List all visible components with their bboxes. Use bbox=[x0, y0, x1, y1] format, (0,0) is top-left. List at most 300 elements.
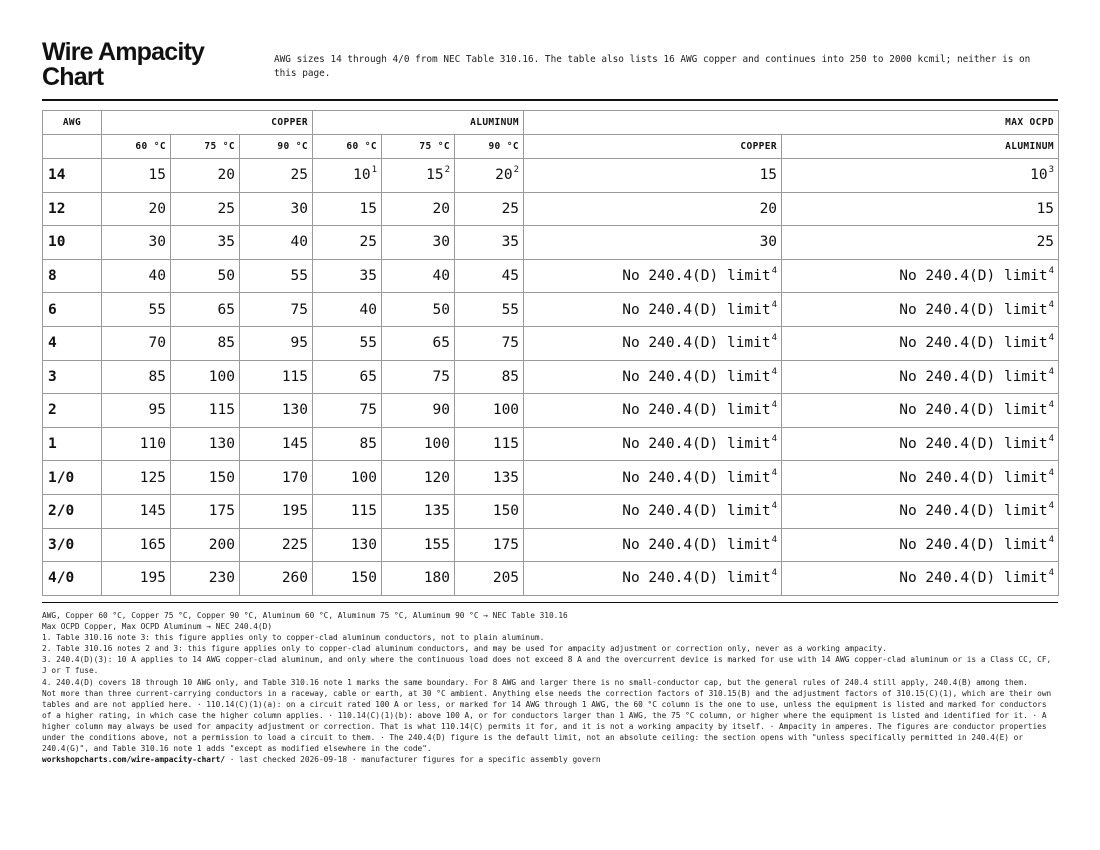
copper-60-cell-value: 55 bbox=[148, 301, 166, 318]
awg-cell-value: 1/0 bbox=[48, 469, 75, 486]
aluminum-60-cell-value: 85 bbox=[359, 436, 378, 453]
copper-60-cell bbox=[102, 360, 171, 394]
copper-75-cell bbox=[171, 461, 240, 495]
aluminum-75-cell bbox=[382, 528, 455, 562]
aluminum-75-cell-value: 100 bbox=[423, 436, 451, 453]
awg-cell bbox=[43, 192, 102, 226]
copper-90-cell-value: 40 bbox=[290, 234, 309, 251]
max-ocpd-copper-cell-value: 30 bbox=[759, 234, 778, 251]
footnote-marker: 2 bbox=[513, 165, 520, 176]
copper-60-cell bbox=[102, 562, 171, 596]
max-ocpd-aluminum-cell-value: No 240.4(D) limit bbox=[899, 570, 1048, 587]
copper-60-cell bbox=[102, 494, 171, 528]
max-ocpd-copper-cell-value: No 240.4(D) limit bbox=[622, 268, 771, 285]
copper-90-cell bbox=[240, 562, 313, 596]
aluminum-75-cell bbox=[382, 562, 455, 596]
copper-90-cell bbox=[240, 293, 313, 327]
copper-90-cell-value: 115 bbox=[281, 368, 309, 385]
copper-75-cell-value: 150 bbox=[208, 469, 235, 486]
copper-90-cell bbox=[240, 259, 313, 293]
footnote-marker: 4 bbox=[1048, 266, 1055, 277]
copper-90-cell bbox=[240, 360, 313, 394]
max-ocpd-aluminum-cell bbox=[782, 326, 1059, 360]
aluminum-60-cell bbox=[313, 326, 382, 360]
footnote-marker: 4 bbox=[771, 534, 778, 545]
max-ocpd-copper-cell bbox=[524, 461, 782, 495]
aluminum-90-cell bbox=[455, 360, 524, 394]
aluminum-60-cell bbox=[313, 259, 382, 293]
aluminum-75-cell-value: 15 bbox=[426, 167, 444, 184]
awg-cell-value: 4/0 bbox=[48, 570, 75, 587]
aluminum-90-cell bbox=[455, 326, 524, 360]
aluminum-75-cell bbox=[382, 226, 455, 260]
aluminum-90-cell-value: 20 bbox=[495, 167, 513, 184]
aluminum-75-cell-value: 90 bbox=[432, 402, 451, 419]
footnote-2: 2. Table 310.16 notes 2 and 3: this figure applies only to copper-clad aluminum conductors, and may be used for ampacity adjustment or correction only, never as a working ampacity. bbox=[42, 644, 887, 654]
footnote-marker: 4 bbox=[771, 299, 778, 310]
max-ocpd-copper-cell bbox=[524, 528, 782, 562]
aluminum-75-cell bbox=[382, 326, 455, 360]
aluminum-90-cell-value: 25 bbox=[501, 200, 520, 217]
max-ocpd-copper-cell bbox=[524, 192, 782, 226]
max-ocpd-copper-cell-value: 20 bbox=[759, 200, 778, 217]
awg-cell-value: 8 bbox=[48, 268, 57, 285]
aluminum-75-cell bbox=[382, 192, 455, 226]
max-ocpd-aluminum-cell-value: No 240.4(D) limit bbox=[899, 402, 1048, 419]
max-ocpd-aluminum-cell-value: No 240.4(D) limit bbox=[899, 335, 1048, 352]
copper-90-cell bbox=[240, 427, 313, 461]
max-ocpd-aluminum-cell bbox=[782, 394, 1059, 428]
max-ocpd-aluminum-cell bbox=[782, 461, 1059, 495]
max-ocpd-aluminum-cell-value: No 240.4(D) limit bbox=[899, 469, 1048, 486]
max-ocpd-copper-cell bbox=[524, 494, 782, 528]
awg-cell-value: 6 bbox=[48, 301, 57, 318]
aluminum-60-cell bbox=[313, 394, 382, 428]
col-header-ocpd-aluminum: ALUMINUM bbox=[782, 135, 1059, 159]
max-ocpd-copper-cell-value: No 240.4(D) limit bbox=[622, 503, 771, 520]
aluminum-60-cell-value: 25 bbox=[359, 234, 378, 251]
footnote-marker: 4 bbox=[1048, 501, 1055, 512]
copper-60-cell bbox=[102, 192, 171, 226]
footnote-marker: 4 bbox=[771, 434, 778, 445]
footnote-marker: 4 bbox=[1048, 299, 1055, 310]
aluminum-75-cell bbox=[382, 360, 455, 394]
awg-cell bbox=[43, 427, 102, 461]
max-ocpd-aluminum-cell-value: No 240.4(D) limit bbox=[899, 503, 1048, 520]
max-ocpd-copper-cell bbox=[524, 562, 782, 596]
awg-cell bbox=[43, 326, 102, 360]
aluminum-90-cell bbox=[455, 461, 524, 495]
footnote-marker: 4 bbox=[1048, 400, 1055, 411]
aluminum-90-cell-value: 135 bbox=[492, 469, 520, 486]
copper-75-cell bbox=[171, 394, 240, 428]
copper-75-cell-value: 25 bbox=[217, 200, 235, 217]
copper-60-cell bbox=[102, 326, 171, 360]
aluminum-60-cell-value: 40 bbox=[359, 301, 378, 318]
awg-cell-value: 14 bbox=[48, 167, 66, 184]
aluminum-90-cell-value: 150 bbox=[492, 503, 520, 520]
aluminum-75-cell-value: 30 bbox=[432, 234, 451, 251]
copper-90-cell bbox=[240, 159, 313, 193]
copper-60-cell-value: 30 bbox=[148, 234, 166, 251]
table-row bbox=[43, 427, 1059, 461]
table-row bbox=[43, 326, 1059, 360]
max-ocpd-copper-cell bbox=[524, 293, 782, 327]
max-ocpd-aluminum-cell-value: No 240.4(D) limit bbox=[899, 301, 1048, 318]
aluminum-60-cell-value: 100 bbox=[350, 469, 378, 486]
footnote-marker: 4 bbox=[1048, 534, 1055, 545]
awg-cell-value: 2/0 bbox=[48, 503, 75, 520]
max-ocpd-aluminum-cell bbox=[782, 226, 1059, 260]
aluminum-75-cell-value: 65 bbox=[432, 335, 451, 352]
max-ocpd-copper-cell-value: No 240.4(D) limit bbox=[622, 536, 771, 553]
copper-60-cell bbox=[102, 394, 171, 428]
table-row bbox=[43, 461, 1059, 495]
aluminum-90-cell bbox=[455, 159, 524, 193]
aluminum-90-cell bbox=[455, 192, 524, 226]
aluminum-75-cell-value: 120 bbox=[423, 469, 451, 486]
table-row bbox=[43, 494, 1059, 528]
max-ocpd-copper-cell bbox=[524, 427, 782, 461]
page-subtitle: AWG sizes 14 through 4/0 from NEC Table 310.16. The table also lists 16 AWG copper and continues into 250 to 2000 kcmil; neither is on this page. bbox=[274, 54, 1031, 79]
copper-75-cell bbox=[171, 494, 240, 528]
footnote-marker: 4 bbox=[1048, 467, 1055, 478]
footnote-marker: 4 bbox=[771, 501, 778, 512]
source-line: Max OCPD Copper, Max OCPD Aluminum → NEC 240.4(D) bbox=[42, 622, 273, 632]
aluminum-group-header: ALUMINUM bbox=[313, 111, 524, 135]
copper-90-cell bbox=[240, 461, 313, 495]
copper-90-cell-value: 95 bbox=[290, 335, 309, 352]
col-header-copper-90: 90 °C bbox=[240, 135, 313, 159]
max-ocpd-copper-cell bbox=[524, 259, 782, 293]
copper-60-cell bbox=[102, 293, 171, 327]
aluminum-90-cell-value: 85 bbox=[501, 368, 520, 385]
copper-60-cell bbox=[102, 427, 171, 461]
copper-75-cell bbox=[171, 360, 240, 394]
aluminum-90-cell bbox=[455, 293, 524, 327]
footnote-marker: 4 bbox=[771, 467, 778, 478]
aluminum-75-cell-value: 155 bbox=[423, 536, 451, 553]
copper-90-cell-value: 170 bbox=[281, 469, 309, 486]
aluminum-60-cell bbox=[313, 461, 382, 495]
notes-section bbox=[42, 610, 1058, 765]
table-row bbox=[43, 360, 1059, 394]
max-ocpd-aluminum-cell-value: 10 bbox=[1030, 167, 1048, 184]
copper-60-cell-value: 85 bbox=[148, 368, 166, 385]
aluminum-75-cell bbox=[382, 293, 455, 327]
awg-subheader-blank bbox=[43, 135, 102, 159]
max-ocpd-copper-cell-value: No 240.4(D) limit bbox=[622, 335, 771, 352]
copper-75-cell bbox=[171, 192, 240, 226]
copper-75-cell-value: 175 bbox=[208, 503, 235, 520]
aluminum-60-cell bbox=[313, 159, 382, 193]
aluminum-75-cell-value: 50 bbox=[432, 301, 451, 318]
max-ocpd-aluminum-cell-value: No 240.4(D) limit bbox=[899, 268, 1048, 285]
max-ocpd-aluminum-cell-value: No 240.4(D) limit bbox=[899, 368, 1048, 385]
copper-75-cell-value: 20 bbox=[217, 167, 235, 184]
table-row bbox=[43, 528, 1059, 562]
copper-75-cell-value: 130 bbox=[208, 436, 235, 453]
copper-60-cell-value: 165 bbox=[139, 536, 166, 553]
aluminum-60-cell-value: 130 bbox=[350, 536, 378, 553]
copper-90-cell-value: 225 bbox=[281, 536, 309, 553]
table-row bbox=[43, 192, 1059, 226]
group-header-row bbox=[43, 111, 1059, 135]
copper-90-cell bbox=[240, 192, 313, 226]
max-ocpd-aluminum-cell bbox=[782, 494, 1059, 528]
aluminum-75-cell bbox=[382, 159, 455, 193]
aluminum-90-cell bbox=[455, 427, 524, 461]
max-ocpd-aluminum-cell bbox=[782, 427, 1059, 461]
aluminum-60-cell bbox=[313, 192, 382, 226]
max-ocpd-copper-cell-value: No 240.4(D) limit bbox=[622, 368, 771, 385]
awg-cell bbox=[43, 394, 102, 428]
footnote-marker: 4 bbox=[771, 266, 778, 277]
awg-cell-value: 12 bbox=[48, 200, 66, 217]
aluminum-60-cell bbox=[313, 293, 382, 327]
aluminum-90-cell bbox=[455, 259, 524, 293]
copper-75-cell-value: 85 bbox=[217, 335, 235, 352]
awg-cell bbox=[43, 259, 102, 293]
copper-75-cell bbox=[171, 159, 240, 193]
awg-cell-value: 2 bbox=[48, 402, 57, 419]
source-line: AWG, Copper 60 °C, Copper 75 °C, Copper 90 °C, Aluminum 60 °C, Aluminum 75 °C, Aluminum 90 °C → NEC Table 310.16 bbox=[42, 611, 568, 620]
aluminum-60-cell-value: 115 bbox=[350, 503, 378, 520]
sub-header-row bbox=[43, 135, 1059, 159]
col-header-aluminum-75: 75 °C bbox=[382, 135, 455, 159]
awg-cell bbox=[43, 494, 102, 528]
aluminum-75-cell-value: 135 bbox=[423, 503, 451, 520]
aluminum-90-cell bbox=[455, 394, 524, 428]
awg-cell bbox=[43, 226, 102, 260]
copper-60-cell-value: 110 bbox=[139, 436, 166, 453]
copper-60-cell-value: 145 bbox=[139, 503, 166, 520]
max-ocpd-aluminum-cell-value: No 240.4(D) limit bbox=[899, 436, 1048, 453]
copper-75-cell-value: 230 bbox=[208, 570, 235, 587]
footer-text: · last checked 2026-09-18 · manufacturer figures for a specific assembly govern bbox=[225, 755, 601, 765]
col-header-copper-60: 60 °C bbox=[102, 135, 171, 159]
col-header-copper-75: 75 °C bbox=[171, 135, 240, 159]
footnote-marker: 1 bbox=[371, 165, 378, 176]
aluminum-90-cell bbox=[455, 562, 524, 596]
copper-90-cell bbox=[240, 326, 313, 360]
aluminum-75-cell-value: 40 bbox=[432, 268, 451, 285]
max-ocpd-copper-cell bbox=[524, 394, 782, 428]
source-link[interactable]: workshopcharts.com/wire-ampacity-chart/ bbox=[42, 755, 226, 765]
footnote-3: 3. 240.4(D)(3): 10 A applies to 14 AWG copper-clad aluminum, and only where the continuous load does not exceed 8 A and the overcurrent device is marked for use with 14 AWG copper-clad aluminum or is a Class CC, CF, J or T fuse. bbox=[42, 655, 1052, 676]
table-row bbox=[43, 394, 1059, 428]
copper-90-cell bbox=[240, 394, 313, 428]
copper-60-cell bbox=[102, 259, 171, 293]
ampacity-table bbox=[42, 110, 1059, 596]
max-ocpd-aluminum-cell-value: No 240.4(D) limit bbox=[899, 536, 1048, 553]
copper-75-cell bbox=[171, 562, 240, 596]
copper-group-header: COPPER bbox=[102, 111, 313, 135]
max-ocpd-aluminum-cell bbox=[782, 192, 1059, 226]
copper-75-cell-value: 50 bbox=[217, 268, 235, 285]
footnote-marker: 4 bbox=[771, 366, 778, 377]
aluminum-60-cell bbox=[313, 427, 382, 461]
footnote-4: 4. 240.4(D) covers 18 through 10 AWG only, and Table 310.16 note 1 marks the same boundary. For 8 AWG and larger there is no small-conductor cap, but the general rules of 240.4 still apply, 240.4(B) among them. bbox=[42, 677, 1028, 687]
copper-90-cell-value: 145 bbox=[281, 436, 309, 453]
aluminum-90-cell-value: 45 bbox=[501, 268, 520, 285]
copper-90-cell-value: 75 bbox=[290, 301, 309, 318]
max-ocpd-copper-cell-value: No 240.4(D) limit bbox=[622, 570, 771, 587]
aluminum-60-cell-value: 35 bbox=[359, 268, 378, 285]
awg-header: AWG bbox=[43, 111, 102, 135]
aluminum-60-cell bbox=[313, 360, 382, 394]
awg-cell bbox=[43, 360, 102, 394]
footnote-marker: 4 bbox=[771, 333, 778, 344]
aluminum-75-cell bbox=[382, 494, 455, 528]
col-header-aluminum-90: 90 °C bbox=[455, 135, 524, 159]
copper-75-cell bbox=[171, 226, 240, 260]
awg-cell bbox=[43, 461, 102, 495]
aluminum-90-cell bbox=[455, 494, 524, 528]
copper-90-cell bbox=[240, 494, 313, 528]
copper-60-cell-value: 195 bbox=[139, 570, 166, 587]
aluminum-75-cell bbox=[382, 259, 455, 293]
footnote-marker: 4 bbox=[1048, 568, 1055, 579]
awg-cell-value: 3 bbox=[48, 368, 57, 385]
footnote-1: 1. Table 310.16 note 3: this figure applies only to copper-clad aluminum conductors, not to plain aluminum. bbox=[42, 633, 545, 643]
col-header-aluminum-60: 60 °C bbox=[313, 135, 382, 159]
awg-cell-value: 4 bbox=[48, 335, 57, 352]
max-ocpd-aluminum-cell-value: 15 bbox=[1036, 200, 1055, 217]
copper-75-cell-value: 65 bbox=[217, 301, 235, 318]
copper-75-cell bbox=[171, 293, 240, 327]
max-ocpd-copper-cell-value: 15 bbox=[759, 167, 778, 184]
aluminum-90-cell-value: 55 bbox=[501, 301, 520, 318]
aluminum-75-cell bbox=[382, 461, 455, 495]
table-row bbox=[43, 562, 1059, 596]
aluminum-90-cell bbox=[455, 226, 524, 260]
max-ocpd-aluminum-cell bbox=[782, 293, 1059, 327]
footnote-marker: 4 bbox=[1048, 366, 1055, 377]
copper-60-cell-value: 15 bbox=[148, 167, 166, 184]
footnote-marker: 4 bbox=[771, 568, 778, 579]
copper-90-cell-value: 25 bbox=[290, 167, 309, 184]
footnote-marker: 3 bbox=[1048, 165, 1055, 176]
copper-75-cell-value: 115 bbox=[208, 402, 235, 419]
copper-60-cell bbox=[102, 159, 171, 193]
max-ocpd-aluminum-cell bbox=[782, 259, 1059, 293]
aluminum-90-cell-value: 75 bbox=[501, 335, 520, 352]
divider bbox=[42, 99, 1058, 101]
copper-90-cell-value: 260 bbox=[281, 570, 309, 587]
awg-cell-value: 3/0 bbox=[48, 536, 75, 553]
awg-cell-value: 10 bbox=[48, 234, 66, 251]
aluminum-60-cell-value: 150 bbox=[350, 570, 378, 587]
max-ocpd-aluminum-cell bbox=[782, 562, 1059, 596]
footnote-marker: 4 bbox=[1048, 333, 1055, 344]
table-row bbox=[43, 159, 1059, 193]
aluminum-90-cell-value: 205 bbox=[492, 570, 520, 587]
max-ocpd-copper-cell-value: No 240.4(D) limit bbox=[622, 469, 771, 486]
copper-75-cell bbox=[171, 528, 240, 562]
copper-60-cell-value: 40 bbox=[148, 268, 166, 285]
col-header-ocpd-copper: COPPER bbox=[524, 135, 782, 159]
awg-cell bbox=[43, 159, 102, 193]
aluminum-60-cell-value: 10 bbox=[353, 167, 371, 184]
aluminum-75-cell bbox=[382, 394, 455, 428]
aluminum-60-cell-value: 15 bbox=[359, 200, 378, 217]
table-row bbox=[43, 293, 1059, 327]
copper-90-cell bbox=[240, 528, 313, 562]
copper-90-cell-value: 55 bbox=[290, 268, 309, 285]
copper-60-cell-value: 95 bbox=[148, 402, 166, 419]
table-row bbox=[43, 259, 1059, 293]
page-title: Wire Ampacity Chart bbox=[42, 38, 205, 91]
table-row bbox=[43, 226, 1059, 260]
copper-60-cell-value: 20 bbox=[148, 200, 166, 217]
copper-90-cell bbox=[240, 226, 313, 260]
copper-90-cell-value: 130 bbox=[281, 402, 309, 419]
copper-90-cell-value: 30 bbox=[290, 200, 309, 217]
copper-60-cell bbox=[102, 461, 171, 495]
aluminum-90-cell bbox=[455, 528, 524, 562]
awg-cell bbox=[43, 562, 102, 596]
copper-60-cell bbox=[102, 528, 171, 562]
max-ocpd-aluminum-cell-value: 25 bbox=[1036, 234, 1055, 251]
aluminum-60-cell bbox=[313, 494, 382, 528]
copper-75-cell-value: 35 bbox=[217, 234, 235, 251]
max-ocpd-aluminum-cell bbox=[782, 360, 1059, 394]
aluminum-90-cell-value: 35 bbox=[501, 234, 520, 251]
max-ocpd-copper-cell bbox=[524, 326, 782, 360]
max-ocpd-group-header: MAX OCPD bbox=[524, 111, 1059, 135]
copper-60-cell-value: 70 bbox=[148, 335, 166, 352]
footer-line bbox=[42, 754, 1058, 765]
copper-75-cell bbox=[171, 427, 240, 461]
aluminum-60-cell bbox=[313, 528, 382, 562]
max-ocpd-copper-cell-value: No 240.4(D) limit bbox=[622, 301, 771, 318]
awg-cell bbox=[43, 293, 102, 327]
aluminum-90-cell-value: 100 bbox=[492, 402, 520, 419]
aluminum-60-cell bbox=[313, 562, 382, 596]
copper-60-cell-value: 125 bbox=[139, 469, 166, 486]
footnote-marker: 4 bbox=[1048, 434, 1055, 445]
copper-75-cell bbox=[171, 326, 240, 360]
aluminum-75-cell-value: 75 bbox=[432, 368, 451, 385]
aluminum-60-cell-value: 55 bbox=[359, 335, 378, 352]
aluminum-75-cell bbox=[382, 427, 455, 461]
awg-cell bbox=[43, 528, 102, 562]
copper-75-cell-value: 100 bbox=[208, 368, 235, 385]
max-ocpd-copper-cell bbox=[524, 159, 782, 193]
max-ocpd-copper-cell bbox=[524, 226, 782, 260]
conditions-note: Not more than three current-carrying conductors in a raceway, cable or earth, at 30 °C ambient. Anything else needs the correction factors of 310.15(B) and the adjustment factors of 310.15(C)(1), which are their own tables and are not applied here. · 110.14(C)(1)(a): on a circuit rated 100 A or less, or marked for 14 AWG through 1 AWG, the 60 °C column is the one to use, unless the equipment is listed and marked for conductors of a higher rating, in which case the higher column applies. · 110.14(C)(1)(b): above 100 A, or for conductors larger than 1 AWG, the 75 °C column, or higher where the equipment is listed and identified for it. · A higher column may always be used for ampacity adjustment or correction. That is what 110.14(C) permits it for, and it is not a working ampacity by itself. · Ampacity in amperes. The figures are conductor properties under the conditions above, not a permission to load a circuit to them. · The 240.4(D) figure is the default limit, not an absolute ceiling: the section opens with "unless specifically permitted in 240.4(E) or 240.4(G)", and Table 310.16 note 1 adds "except as modified elsewhere in the code". bbox=[42, 688, 1052, 754]
aluminum-60-cell bbox=[313, 226, 382, 260]
aluminum-90-cell-value: 175 bbox=[492, 536, 520, 553]
copper-75-cell-value: 200 bbox=[208, 536, 235, 553]
max-ocpd-copper-cell bbox=[524, 360, 782, 394]
aluminum-75-cell-value: 20 bbox=[432, 200, 451, 217]
copper-75-cell bbox=[171, 259, 240, 293]
aluminum-60-cell-value: 65 bbox=[359, 368, 378, 385]
max-ocpd-copper-cell-value: No 240.4(D) limit bbox=[622, 402, 771, 419]
footnote-marker: 2 bbox=[444, 165, 451, 176]
copper-90-cell-value: 195 bbox=[281, 503, 309, 520]
divider bbox=[42, 602, 1058, 603]
max-ocpd-copper-cell-value: No 240.4(D) limit bbox=[622, 436, 771, 453]
aluminum-90-cell-value: 115 bbox=[492, 436, 520, 453]
copper-60-cell bbox=[102, 226, 171, 260]
aluminum-75-cell-value: 180 bbox=[423, 570, 451, 587]
max-ocpd-aluminum-cell bbox=[782, 159, 1059, 193]
aluminum-60-cell-value: 75 bbox=[359, 402, 378, 419]
awg-cell-value: 1 bbox=[48, 436, 57, 453]
